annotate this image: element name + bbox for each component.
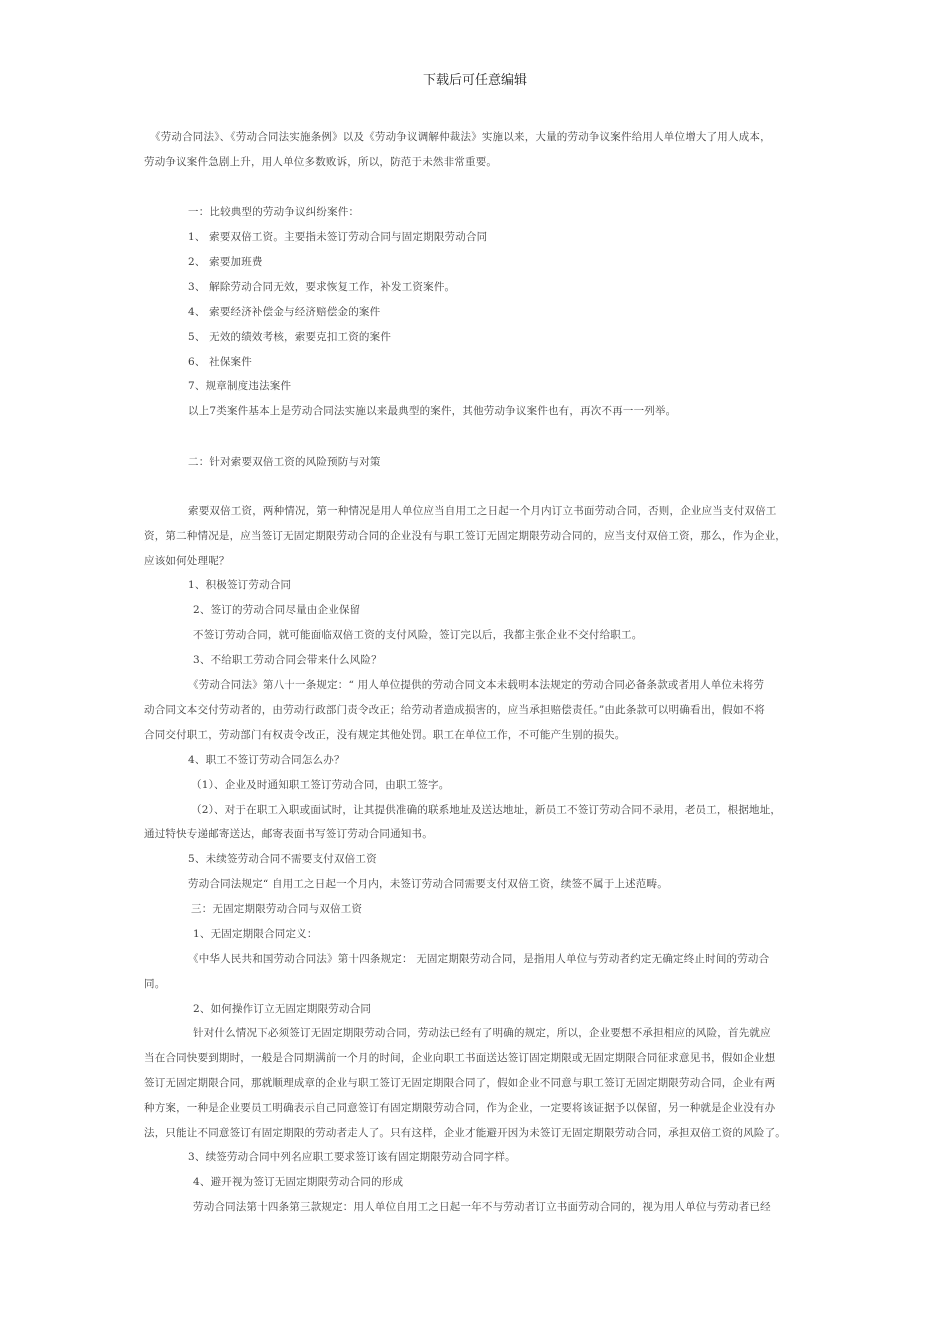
- paragraph-line: 动合同文本交付劳动者的，由劳动行政部门责令改正；给劳动者造成损害的，应当承担赔偿责任。”由此条款可以明确看出，假如不将: [144, 704, 765, 716]
- subheading: 4、避开视为签订无固定期限劳动合同的形成: [193, 1176, 404, 1188]
- paragraph-line: （1）、企业及时通知职工签订劳动合同，由职工签字。: [191, 779, 450, 791]
- paragraph-line: （2）、对于在职工入职或面试时，让其提供准确的联系地址及送达地址，新员工不签订劳动合同不录用，老员工，根据地址，: [191, 804, 782, 816]
- subheading: 2、签订的劳动合同尽量由企业保留: [193, 604, 361, 616]
- paragraph-line: 资，第二种情况是，应当签订无固定期限劳动合同的企业没有与职工签订无固定期限劳动合同的，应当支付双倍工资，那么，作为企业，: [144, 530, 786, 542]
- paragraph-line: 劳动合同法第十四条第三款规定：用人单位自用工之日起一年不与劳动者订立书面劳动合同的，视为用人单位与劳动者已经: [193, 1201, 771, 1213]
- paragraph-line: 同。: [144, 978, 166, 990]
- section-heading: 二：针对索要双倍工资的风险预防与对策: [188, 456, 381, 468]
- paragraph-line: 索要双倍工资，两种情况，第一种情况是用人单位应当自用工之日起一个月内订立书面劳动合同，否则，企业应当支付双倍工: [188, 505, 777, 517]
- paragraph-line: 《中华人民共和国劳动合同法》第十四条规定： 无固定期限劳动合同，是指用人单位与劳动者约定无确定终止时间的劳动合: [188, 953, 770, 965]
- intro-line: 《劳动合同法》、《劳动合同法实施条例》以及《劳动争议调解仲裁法》实施以来，大量的劳动争议案件给用人单位增大了用人成本，: [150, 131, 771, 143]
- subheading: 1、无固定期限合同定义：: [193, 928, 318, 940]
- paragraph-line: 法，只能让不同意签订有固定期限的劳动者走人了。只有这样，企业才能避开因为未签订无固定期限劳动合同，承担双倍工资的风险了。: [144, 1127, 786, 1139]
- list-item: 2、 索要加班费: [188, 256, 263, 268]
- paragraph-line: 通过特快专递邮寄送达，邮寄表面书写签订劳动合同通知书。: [144, 828, 433, 840]
- subheading: 3、不给职工劳动合同会带来什么风险？: [193, 654, 382, 666]
- list-item: 4、 索要经济补偿金与经济赔偿金的案件: [188, 306, 381, 318]
- subheading: 1、积极签订劳动合同: [188, 579, 292, 591]
- list-item: 5、 无效的绩效考核，索要克扣工资的案件: [188, 331, 392, 343]
- subheading: 5、未续签劳动合同不需要支付双倍工资: [188, 853, 377, 865]
- list-item: 7、规章制度违法案件: [188, 380, 292, 392]
- list-item: 3、 解除劳动合同无效，要求恢复工作，补发工资案件。: [188, 281, 456, 293]
- paragraph-line: 《劳动合同法》第八十一条规定：“ 用人单位提供的劳动合同文本未载明本法规定的劳动合同必备条款或者用人单位未将劳: [188, 679, 765, 691]
- intro-line: 劳动争议案件急剧上升，用人单位多数败诉，所以，防范于未然非常重要。: [144, 156, 498, 168]
- subheading: 4、职工不签订劳动合同怎么办？: [188, 754, 345, 766]
- subheading: 3、续签劳动合同中列名应职工要求签订该有固定期限劳动合同字样。: [188, 1151, 516, 1163]
- paragraph-line: 不签订劳动合同，就可能面临双倍工资的支付风险，签订完以后，我都主张企业不交付给职工。: [193, 629, 643, 641]
- paragraph-line: 签订无固定期限合同，那就顺理成章的企业与职工签订无固定期限合同了，假如企业不同意与职工签订无固定期限劳动合同，企业有两: [144, 1077, 776, 1089]
- paragraph-line: 应该如何处理呢？: [144, 555, 230, 567]
- paragraph-line: 种方案，一种是企业要员工明确表示自己同意签订有固定期限劳动合同，作为企业，一定要将该证据予以保留，另一种就是企业没有办: [144, 1102, 776, 1114]
- list-item: 1、 索要双倍工资。主要指未签订劳动合同与固定期限劳动合同: [188, 231, 488, 243]
- list-item: 6、 社保案件: [188, 356, 252, 368]
- paragraph-line: 针对什么情况下必须签订无固定期限劳动合同，劳动法已经有了明确的规定，所以，企业要想不承担相应的风险，首先就应: [193, 1027, 771, 1039]
- summary-line: 以上7类案件基本上是劳动合同法实施以来最典型的案件，其他劳动争议案件也有，再次不再一一列举。: [188, 405, 677, 417]
- page-header-title: 下载后可任意编辑: [422, 73, 527, 88]
- subheading: 2、如何操作订立无固定期限劳动合同: [193, 1003, 372, 1015]
- paragraph-line: 劳动合同法规定“ 自用工之日起一个月内，未签订劳动合同需要支付双倍工资，续签不属于上述范畴。: [188, 878, 668, 890]
- paragraph-line: 当在合同快要到期时，一般是合同期满前一个月的时间，企业向职工书面送达签订固定期限或无固定期限合同征求意见书，假如企业想: [144, 1052, 776, 1064]
- paragraph-line: 合同交付职工，劳动部门有权责令改正，没有规定其他处罚。职工在单位工作，不可能产生别的损失。: [144, 729, 626, 741]
- section-heading: 一：比较典型的劳动争议纠纷案件：: [188, 206, 360, 218]
- section-heading: 三：无固定期限劳动合同与双倍工资: [191, 903, 363, 915]
